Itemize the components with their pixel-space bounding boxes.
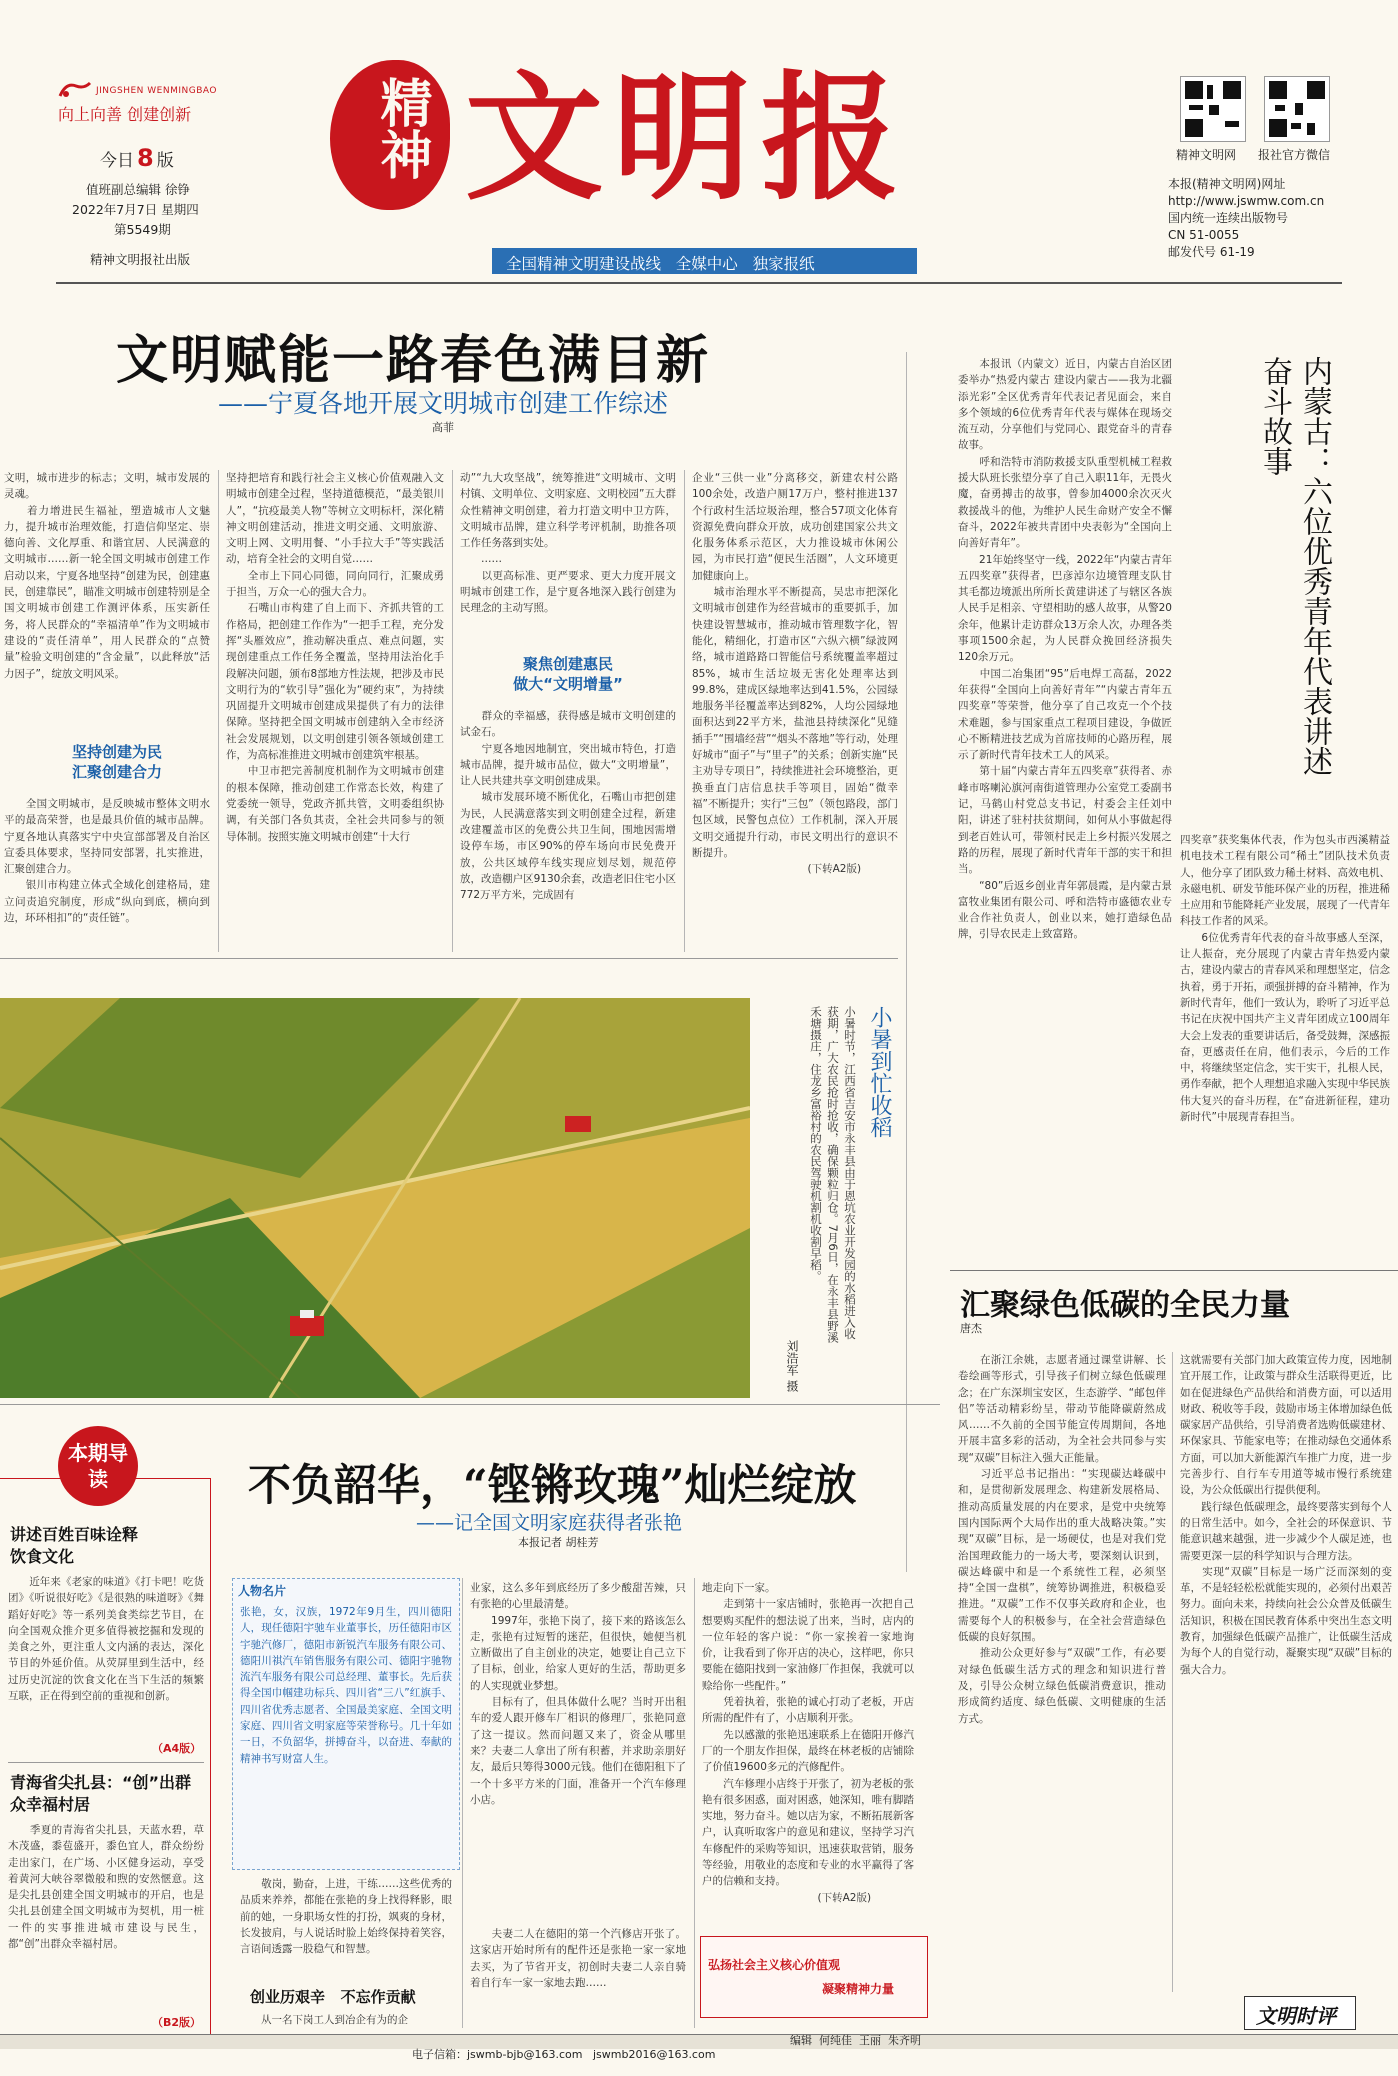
qr-code-icon <box>1180 76 1246 142</box>
article1-col1: 文明，城市进步的标志；文明，城市发展的灵魂。 着力增进民生福祉，塑造城市人文魅力，提升城市治理效能，打造信仰坚定、崇德向善、文化厚重、和谐宜居、人民满意的文明城市……新一轮全国文明城市创建工作启动以来，宁夏各地坚持“创建为民，创建惠民，创建靠民”，瞄准文明城市创建特别是全国文明城市创建工作测评体系，压实新任务，将人民群众的“幸福清单”作为文明城市建设的“责任清单”，用人民群众的“点赞量”检验文明创建的“含金量”，以此释放“活力因子”，绽放文明风采。 <box>4 472 210 680</box>
article1-title: 文明赋能一路春色满目新 <box>116 330 711 391</box>
article4-col2c: 从一名下岗工人到冶企有为的企 <box>240 2014 408 2026</box>
bio-heading: 人物名片 <box>238 1584 287 1598</box>
article1-sub1: 坚持创建为民 汇聚创建合力 <box>71 743 162 781</box>
article4-title: 不负韶华，“铿锵玫瑰”灿烂绽放 <box>248 1461 857 1511</box>
photo-credit: 刘浩军 摄 <box>785 1340 799 1392</box>
guide-item1-body: 近年来《老家的味道》《打卡吧！吃货团》《听说很好吃》《是很熟的味道呀》《舞蹈好好吃》等一系列美食类综艺节目，在向全国观众推介更多值得被挖掘和发现的美食之外，更注重人文内涵的表达，深化节目的外延价值。从荧屏里到生活中，经过历史沉淀的饮食文化在当下生活的频繁互联，正在得到空前的重视和创新。 <box>8 1576 204 1703</box>
editor-line: 值班副总编辑 徐铮 <box>86 182 190 197</box>
article1-col3b: 群众的幸福感，获得感是城市文明创建的试金石。 宁夏各地因地制宜，突出城市特色，打造城市品牌，提升城市品位，做大“文明增量”，让人民共建共享文明创建成果。 城市发展环境不断优化，石嘴山市把创建为民，人民满意落实到文明创建全过程，新建改建覆盖市区的免费公共卫生间，围地因需增设停车场，市区90%的停车场向市民免费开放，公共区域停车线实现应划尽划，规范停放，改造棚户区9130余套，改造老旧住宅小区772万平方米，完成固有 <box>460 710 676 902</box>
qr-code-icon <box>1264 76 1330 142</box>
publisher: 精神文明报社出版 <box>90 252 191 267</box>
article1-col3: 动”“九大攻坚战”，统筹推进“文明城市、文明村镇、文明单位、文明家庭、文明校园”五大群众性精神文明创建，着力打造文明中卫方阵，文明城市品牌，建立科学考评机制，助推各项工作任务落到实处。 …… 以更高标准、更严要求、更大力度开展文明城市创建工作，是宁夏各地深入践行创建为民理念的主动写照。 <box>460 472 676 615</box>
motto: 向上向善 创建创新 <box>58 105 192 124</box>
article4-col2: 业家，这么多年到底经历了多少酸甜苦辣，只有张艳的心里最清楚。 1997年，张艳下岗了，接下来的路该怎么走，张艳有过短暂的迷茫，但很快，她便当机立断做出了自主创业的决定，她要让自己立下了目标，创业，给家人更好的生活，帮助更多的人实现就业梦想。 目标有了，但具体做什么呢？当时开出租车的爱人跟开修车厂相识的修理厂，张艳同意了这一提议。然而问题又来了，资金从哪里来？夫妻二人拿出了所有积蓄，并求助亲朋好友，最后只筹得3000元钱。他们在德阳租下了一个十多平方米的门面，准备开一个汽车修理小店。 <box>470 1582 686 1806</box>
article4-col1b: 夫妻二人在德阳的第一个汽修店开张了。这家店开始时所有的配件还是张艳一家一家地去买，为了节省开支，初创时夫妻二人亲自骑着自行车一家一家地去跑…… <box>470 1928 686 1989</box>
footer-email: 电子信箱：jswmb-bjb@163.com jswmb2016@163.com <box>412 2048 716 2061</box>
right-info: 本报(精神文明网)网址 http://www.jswmw.com.cn 国内统一连续出版物号 CN 51-0055 邮发代号 61-19 <box>1168 177 1325 259</box>
article2-title: 内蒙古：六位优秀青年代表讲述奋斗故事 <box>1257 356 1332 776</box>
guide-item1-ref: （A4版） <box>152 1742 202 1755</box>
article3-author: 唐杰 <box>960 1322 982 1335</box>
photo-title: 小暑到忙收稻 <box>867 1006 892 1138</box>
bio-text: 张艳，女，汉族，1972年9月生，四川德阳人，现任德阳宇驰车业董事长，历任德阳市区宇驰汽修厂，德阳市新锐汽车服务有限公司、德阳川祺汽车销售服务有限公司、德阳宇驰物流汽车服务有限公司总经理、董事长。先后获得全国巾帼建功标兵、四川省“三八”红旗手、四川省优秀志愿者、全国最美家庭、全国文明家庭、四川省文明家庭等荣誉称号。几十年如一日，不负韶华，拼搏奋斗，以奋进、奉献的精神书写财富人生。 <box>240 1606 452 1765</box>
article2-body: 本报讯（内蒙文）近日，内蒙古自治区团委举办“热爱内蒙古 建设内蒙古——我为北疆添光彩”全区优秀青年代表记者见面会，来自多个领域的6位优秀青年代表与媒体在现场交流互动，分享他们与党同心、跟党奋斗的青春故事。 呼和浩特市消防救援支队重型机械工程救援大队班长张望分享了自己入职11年，无畏火魔，奋勇搏击的故事，曾参加4000余次灭火救援战斗的他，为维护人民生命财产安全不懈奋斗，2022年被共青团中央表彰为“全国向上向善好青年”。 21年始终坚守一线，2022年“内蒙古青年五四奖章”获得者，巴彦淖尔边境管理支队甘其毛都边境派出所所长黄建讲述了与辖区各族人民手足相亲、守望相助的感人故事，从警20余年，他累计走访群众13万余人次，办理各类事项1500余起，为人民群众挽回经济损失120余万元。 中国二冶集团“95”后电焊工高磊，2022年获得“全国向上向善好青年”“内蒙古青年五四奖章”等荣誉，他分享了自己攻克一个个技术难题，参与国家重点工程项目建设，争做匠心不断精进技艺成为首席技师的心路历程，展示了新时代青年技术工人的风采。 第十届“内蒙古青年五四奖章”获得者、赤峰市喀喇沁旗河南街道管理办公室党工委副书记，马鹤山村党总支书记，村委会主任刘中阳，讲述了驻村扶贫期间，如何从小事做起得到老百姓认可，带领村民走上乡村振兴发展之路的历程，展现了新时代青年干部的实干和担当。 “80”后返乡创业青年郭晨霞，是内蒙古景富牧业集团有限公司、呼和浩特市盛德农业专业合作社负责人，创业以来，她打造绿色品牌，引导农民走上致富路。 <box>958 358 1172 941</box>
article4-author: 本报记者 胡桂芳 <box>518 1536 599 1549</box>
brand-en: JINGSHEN WENMINGBAO <box>96 86 217 96</box>
banner-text: 全国精神文明建设战线 全媒中心 独家报纸 <box>506 255 815 273</box>
core-values-1: 弘扬社会主义核心价值观 <box>708 1958 841 1972</box>
article2-body2: 四奖章”获奖集体代表，作为包头市西溪精益机电技术工程有限公司“稀土”团队技术负责人，他分享了团队致力稀土材料、高效电机、永磁电机、研发节能环保产业的历程，推进稀土应用和节能降耗产业发展，展现了一代青年科技工作者的风采。 6位优秀青年代表的奋斗故事感人至深，让人振奋，充分展现了内蒙古青年热爱内蒙古，建设内蒙古的青春风采和理想坚定，信念执着，勇于开拓，顽强拼搏的奋斗精神，作为新时代青年，他们一致认为，聆听了习近平总书记在庆祝中国共产主义青年团成立100周年大会上发表的重要讲话后，备受鼓舞，深感振奋，更感责任在肩，他们表示，今后的工作中，将继续坚定信念，实干实干，扎根人民，勇作奉献，把个人理想追求融入实现中华民族伟大复兴的奋斗历程，在“奋进新征程，建功新时代”中展现青春担当。 <box>1180 834 1390 1124</box>
qr2-label: 报社官方微信 <box>1258 148 1331 162</box>
article4-sub1: 创业历艰辛 不忘作贡献 <box>250 1988 416 2006</box>
logo-big: 文明报 <box>465 56 910 219</box>
date-line: 2022年7月7日 星期四 <box>72 202 199 217</box>
footer-editors: 编辑 何纯佳 王丽 朱齐明 <box>790 2034 921 2047</box>
photo-caption: 小暑时节，江西省吉安市永丰县由于恩坑农业开发园的水稻进入收获期，广大农民抢时抢收，确保颗粒归仓。7月6日，在永丰县野溪禾塘摄庄，住龙乡富裕村的农民驾驶机割机收割早稻。 <box>809 1006 857 1343</box>
article4-subtitle: ——记全国文明家庭获得者张艳 <box>416 1512 683 1534</box>
issue-line: 第5549期 <box>114 222 171 237</box>
guide-item2-ref: （B2版） <box>152 2016 202 2029</box>
column-label-text: 文明时评 <box>1256 2004 1336 2028</box>
rice-field-photo <box>0 998 750 1398</box>
article1-col4: 企业“三供一业”分离移交，新建农村公路100余处，改造户厕17万户，整村推进137个行政村生活垃圾治理，整合57项文化体育资源免费向群众开放，成功创建国家公共文化服务体系示范区，大力推设城市休闲公园，为市民打造“便民生活圈”，人文环境更加健康向上。 城市治理水平不断提高，吴忠市把深化文明城市创建作为经营城市的重要抓手，加快建设智慧城市，推动城市管理数字化，智能化，精细化，打造市区“六纵六横”绿波网络，城市道路路口智能信号系统覆盖率超过85%，城市生活垃圾无害化处理率达到99.8%，建成区绿地率达到41.5%，公园绿地服务半径覆盖率达到82%，人均公园绿地面积达到22平方米，盐池县持续深化“见缝插手”“围墙经营”“烟头不落地”等行动，处理好城市“面子”与“里子”的关系；创新实施“民主劝导专项日”，持续推进社会环境整治，更换垂直门店信息扶手等项目，固始“微幸福”不断提升；实行“三包”（领包路段，部门包区域，民警包点位）工作机制，深入开展文明交通提升行动，市民文明出行的意识不断提升。 (下转A2版) <box>692 472 898 876</box>
today-pages: 今日 8 版 <box>100 144 174 172</box>
article3-col2: 这就需要有关部门加大政策宣传力度，因地制宜开展工作，让政策与群众生活联得更近，比如在促进绿色产品供给和消费方面，可以适用财政、税收等手段，鼓励市场主体增加绿色低碳家居产品供给，引导消费者选购低碳建材、环保家具、节能家电等；在推动绿色交通体系方面，可以加大新能源汽车推广力度，进一步完善步行、自行车专用道等城市慢行系统建设，为公众低碳出行提供便利。 践行绿色低碳理念，最终要落实到每个人的日常生活中。如今，全社会的环保意识、节能意识越来越强，进一步减少个人碳足迹，也需要更深一层的科学知识与合理方法。 实现“双碳”目标是一场广泛而深刻的变革，不是轻轻松松就能实现的，必须付出艰苦努力。面向未来，持续向社会公众普及低碳生活知识，积极在国民教育体系中突出生态文明教育，加强绿色低碳产品推广，让低碳生活成为每个人的自觉行动，凝聚实现“双碳”目标的强大合力。 <box>1180 1354 1392 1676</box>
article1-subtitle: ——宁夏各地开展文明城市创建工作综述 <box>218 389 669 418</box>
article1-col1b: 全国文明城市，是反映城市整体文明水平的最高荣誉，也是最具价值的城市品牌。宁夏各地认真落实宁中央宣部部署及自治区宣委具体要求，坚持同安部署，扎实推进，汇聚创建合力。 银川市构建立体式全域化创建格局，建立问责追究制度，形成“纵向到底，横向到边，环环相扣”的“责任链”。 <box>4 798 210 925</box>
article1-author: 高菲 <box>432 421 454 434</box>
brand-mark-icon <box>58 80 92 100</box>
guide-item1-title: 讲述百姓百味诠释饮食文化 <box>10 1525 139 1566</box>
guide-badge: 本期导读 <box>68 1441 128 1491</box>
article4-col2b: 敬岗，勤奋，上进，干练……这些优秀的品质来养养，都能在张艳的身上找得释影，眼前的她，一身职场女性的打扮，飒爽的身材，长发披肩，与人说话时脸上始终保持着笑容，言语间透露一股稳气和智慧。 <box>240 1878 452 1956</box>
masthead-rule <box>56 282 1342 284</box>
article1-sub2: 聚焦创建惠民 做大“文明增量” <box>513 655 623 693</box>
article4-col3: 地走向下一家。 走到第十一家店铺时，张艳再一次把自己想要购买配件的想法说了出来，当时，店内的一位年轻的客户说：“你一家挨着一家地询价，让我看到了你开店的决心，这样吧，你只要能在德阳找到一家油修厂作担保，我就可以赊给你一些配件。” 凭着执着，张艳的诚心打动了老板，开店所需的配件有了，小店顺利开张。 先以感激的张艳迅速联系上在德阳开修汽厂的一个朋友作担保，最终在林老板的店铺除了价值19600多元的汽修配件。 汽车修理小店终于开张了，初为老板的张艳有很多困惑，面对困惑，她深知，唯有脚踏实地，努力奋斗。她以店为家，不断拓展新客户，认真听取客户的意见和建议，坚持学习汽车修配件的采购等知识，迅速获取营销，服务等经验，用敬业的态度和专业的水平赢得了客户的信赖和支持。 (下转A2版) <box>702 1582 914 1904</box>
core-values-2: 凝聚精神力量 <box>822 1982 895 1996</box>
guide-item2-title: 青海省尖扎县：“创”出群众幸福村居 <box>10 1773 192 1814</box>
article3-title: 汇聚绿色低碳的全民力量 <box>960 1288 1290 1323</box>
guide-item2-body: 季夏的青海省尖扎县，天蓝水碧，草木茂盛，黍苞盛开，黍色宜人，群众纷纷走出家门，在广场、小区健身运动，享受着黄河大峡谷翠微般和煦的安然惬意。这是尖扎县创建全国文明城市的开启，也是尖扎县创建全国文明城市为契机，用一桩一件的实事推进城市建设与民生，都“创”出群众幸福村居。 <box>8 1824 204 1951</box>
logo-small: 精神 <box>371 76 432 180</box>
article1-col2: 坚持把培育和践行社会主义核心价值观融入文明城市创建全过程，坚持道德模范，“最美银川人”，“抗疫最美人物”等树立文明标杆，深化精神文明创建活动，推进文明交通、文明旅游、文明上网、文明用餐、“小手拉大手”等实践活动，培育全社会的文明自觉…… 全市上下同心同德，同向同行，汇聚成勇于担当，万众一心的强大合力。 石嘴山市构建了自上而下、齐抓共管的工作格局，把创建工作作为“一把手工程，充分发挥“头雁效应”，推动解决重点、难点问题，实现创建重点工作任务全覆盖，坚持用法治化手段解决问题，颁布8部地方性法规，把涉及市民文明行为的“软引导”强化为“硬约束”，为持续巩固提升文明城市创建成果提供了有力的法律保障。坚持把全国文明城市创建纳入全市经济社会发展规划，以文明创建引领各领域创建工作，为高标准推进文明城市创建筑牢根基。 中卫市把完善制度机制作为文明城市创建的根本保障，推动创建工作常态长效，构建了党委统一领导，党政齐抓共管，文明委组织协调，有关部门各负其责，全社会共同参与的领导体制。按照实施文明城市创建“十大行 <box>226 472 444 843</box>
qr1-label: 精神文明网 <box>1176 148 1237 162</box>
article3-col1: 在浙江余姚，志愿者通过课堂讲解、长卷绘画等形式，引导孩子们树立绿色低碳理念；在广东深圳宝安区，生态游学、“邮包伴侣”等活动精彩纷呈，带动节能降碳蔚然成风……不久前的全国节能宣传周期间，各地开展丰富多彩的活动，为全社会共同参与实现“双碳”目标注入强大正能量。 习近平总书记指出：“实现碳达峰碳中和，是贯彻新发展理念、构建新发展格局、推动高质量发展的内在要求，是党中央统筹国内国际两个大局作出的重大战略决策。”实现“双碳”目标，是一场硬仗，也是对我们党治国理政能力的一场大考，要深刻认识到，碳达峰碳中和是一个系统性工程，必须坚持“全国一盘棋”，统筹协调推进，积极稳妥推进。“双碳”工作不仅事关政府和企业，也需要每个人的积极参与，在全社会营造绿色低碳的良好氛围。 推动公众更好参与“双碳”工作，有必要对绿色低碳生活方式的理念和知识进行普及，引导公众树立绿色低碳消费意识，推动形成简约适度、绿色低碳、文明健康的生活方式。 <box>958 1354 1166 1725</box>
core-values-stamp <box>700 1936 928 2018</box>
